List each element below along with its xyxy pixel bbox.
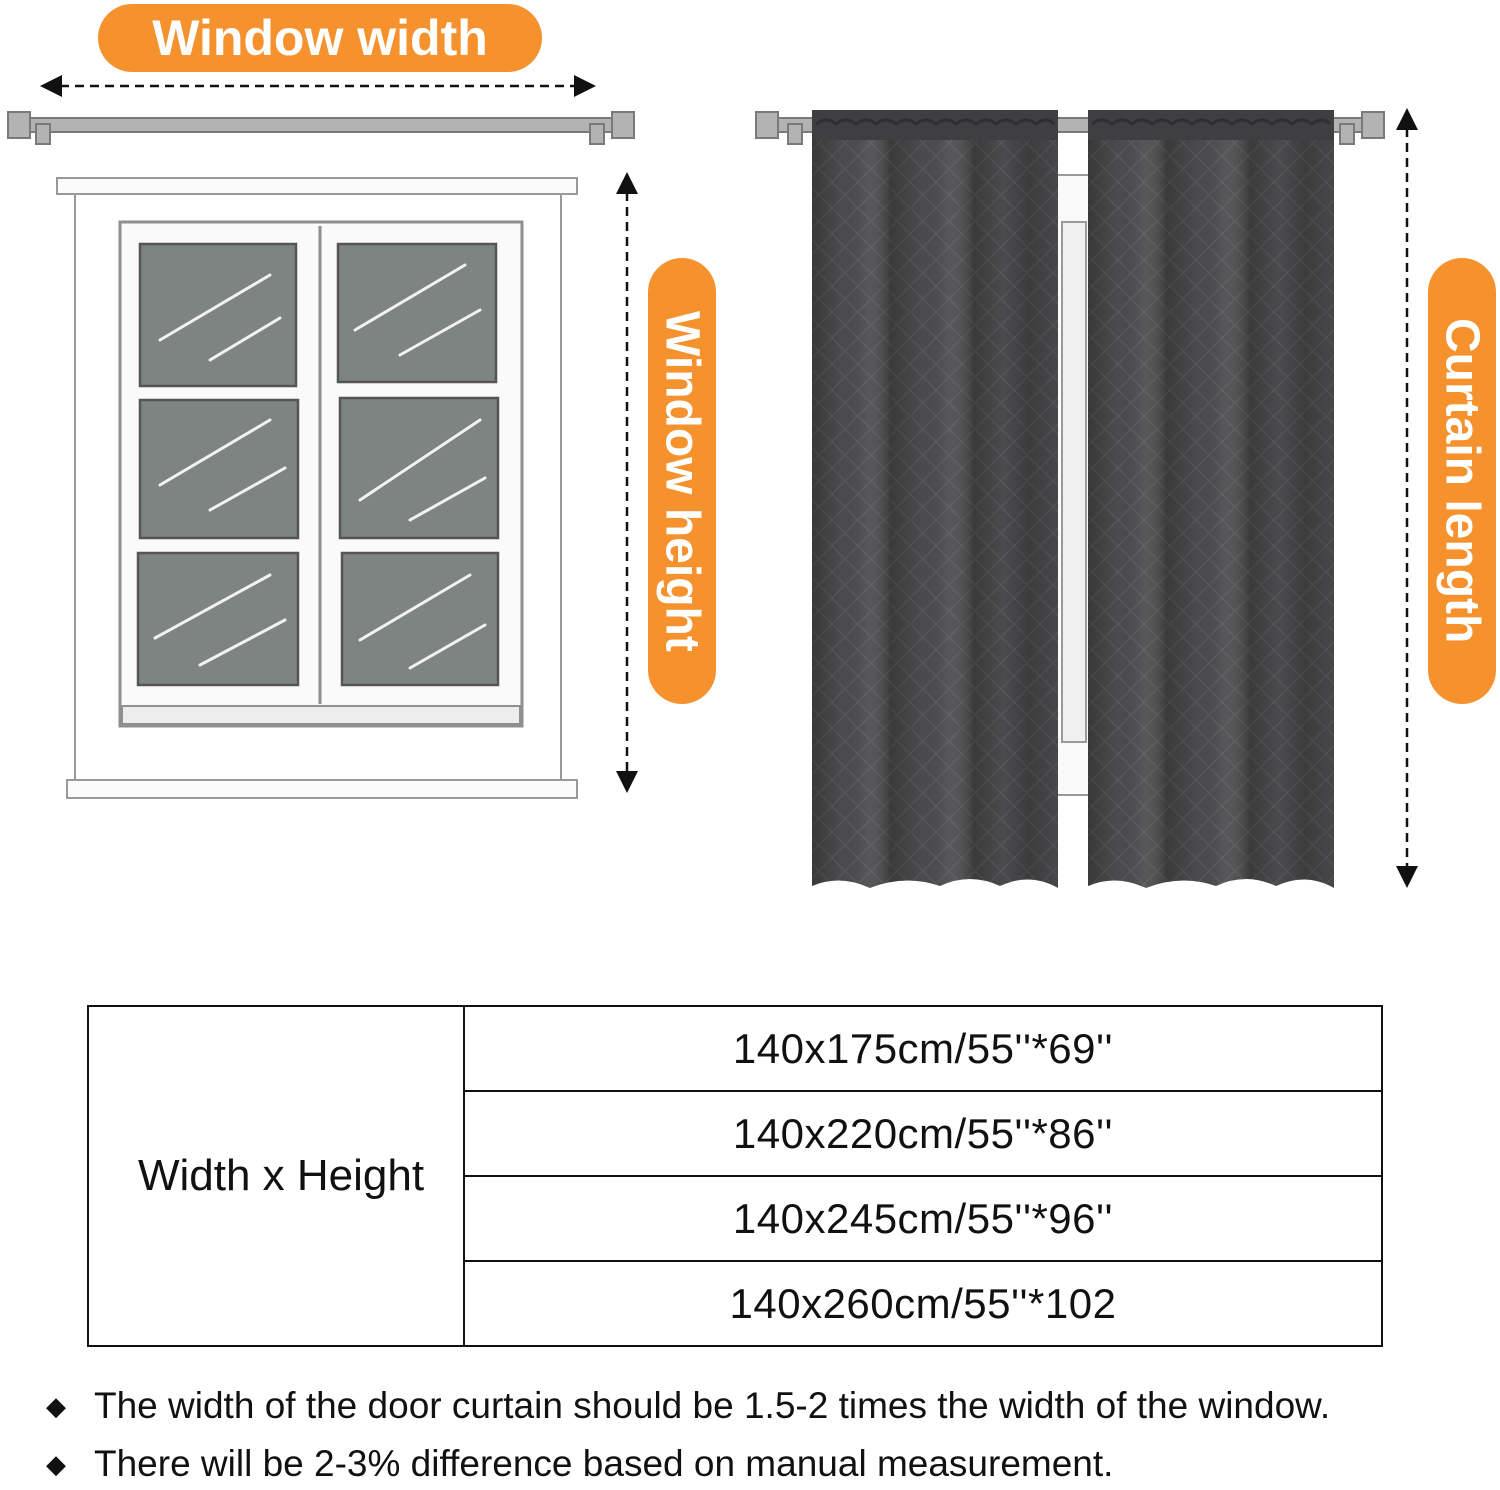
- window-height-text: Window height: [655, 310, 709, 652]
- notes-list: [46, 1380, 1466, 1490]
- curtain-length-arrow-icon: [1396, 108, 1418, 888]
- window-width-label: [98, 4, 542, 72]
- table-row: [88, 1006, 1382, 1091]
- diamond-bullet-icon: ◆: [46, 1448, 66, 1479]
- left-curtain-panel: [812, 110, 1058, 888]
- size-cell: 140x220cm/55''*86'': [464, 1091, 1382, 1176]
- size-cell: 140x175cm/55''*69'': [464, 1006, 1382, 1091]
- size-table: [87, 1005, 1383, 1347]
- size-header-cell: Width x Height: [88, 1006, 464, 1346]
- window-illustration: [57, 178, 577, 798]
- diamond-bullet-icon: ◆: [46, 1390, 66, 1421]
- note-text: The width of the door curtain should be 1.5-2 times the width of the window.: [94, 1385, 1331, 1426]
- curtain-length-text: Curtain length: [1435, 318, 1489, 644]
- window-width-arrow-icon: [40, 75, 596, 97]
- right-curtain-panel: [1088, 110, 1334, 888]
- curtain-length-label: [1428, 258, 1496, 704]
- window-width-text: Window width: [152, 10, 488, 66]
- size-cell: 140x245cm/55''*96'': [464, 1176, 1382, 1261]
- note-text: There will be 2-3% difference based on manual measurement.: [94, 1443, 1114, 1484]
- note-item: [46, 1438, 1466, 1490]
- left-curtain-rod: [8, 112, 634, 144]
- window-height-arrow-icon: [616, 172, 638, 793]
- window-height-label: [648, 258, 716, 704]
- note-item: [46, 1380, 1466, 1432]
- size-cell: 140x260cm/55''*102: [464, 1261, 1382, 1346]
